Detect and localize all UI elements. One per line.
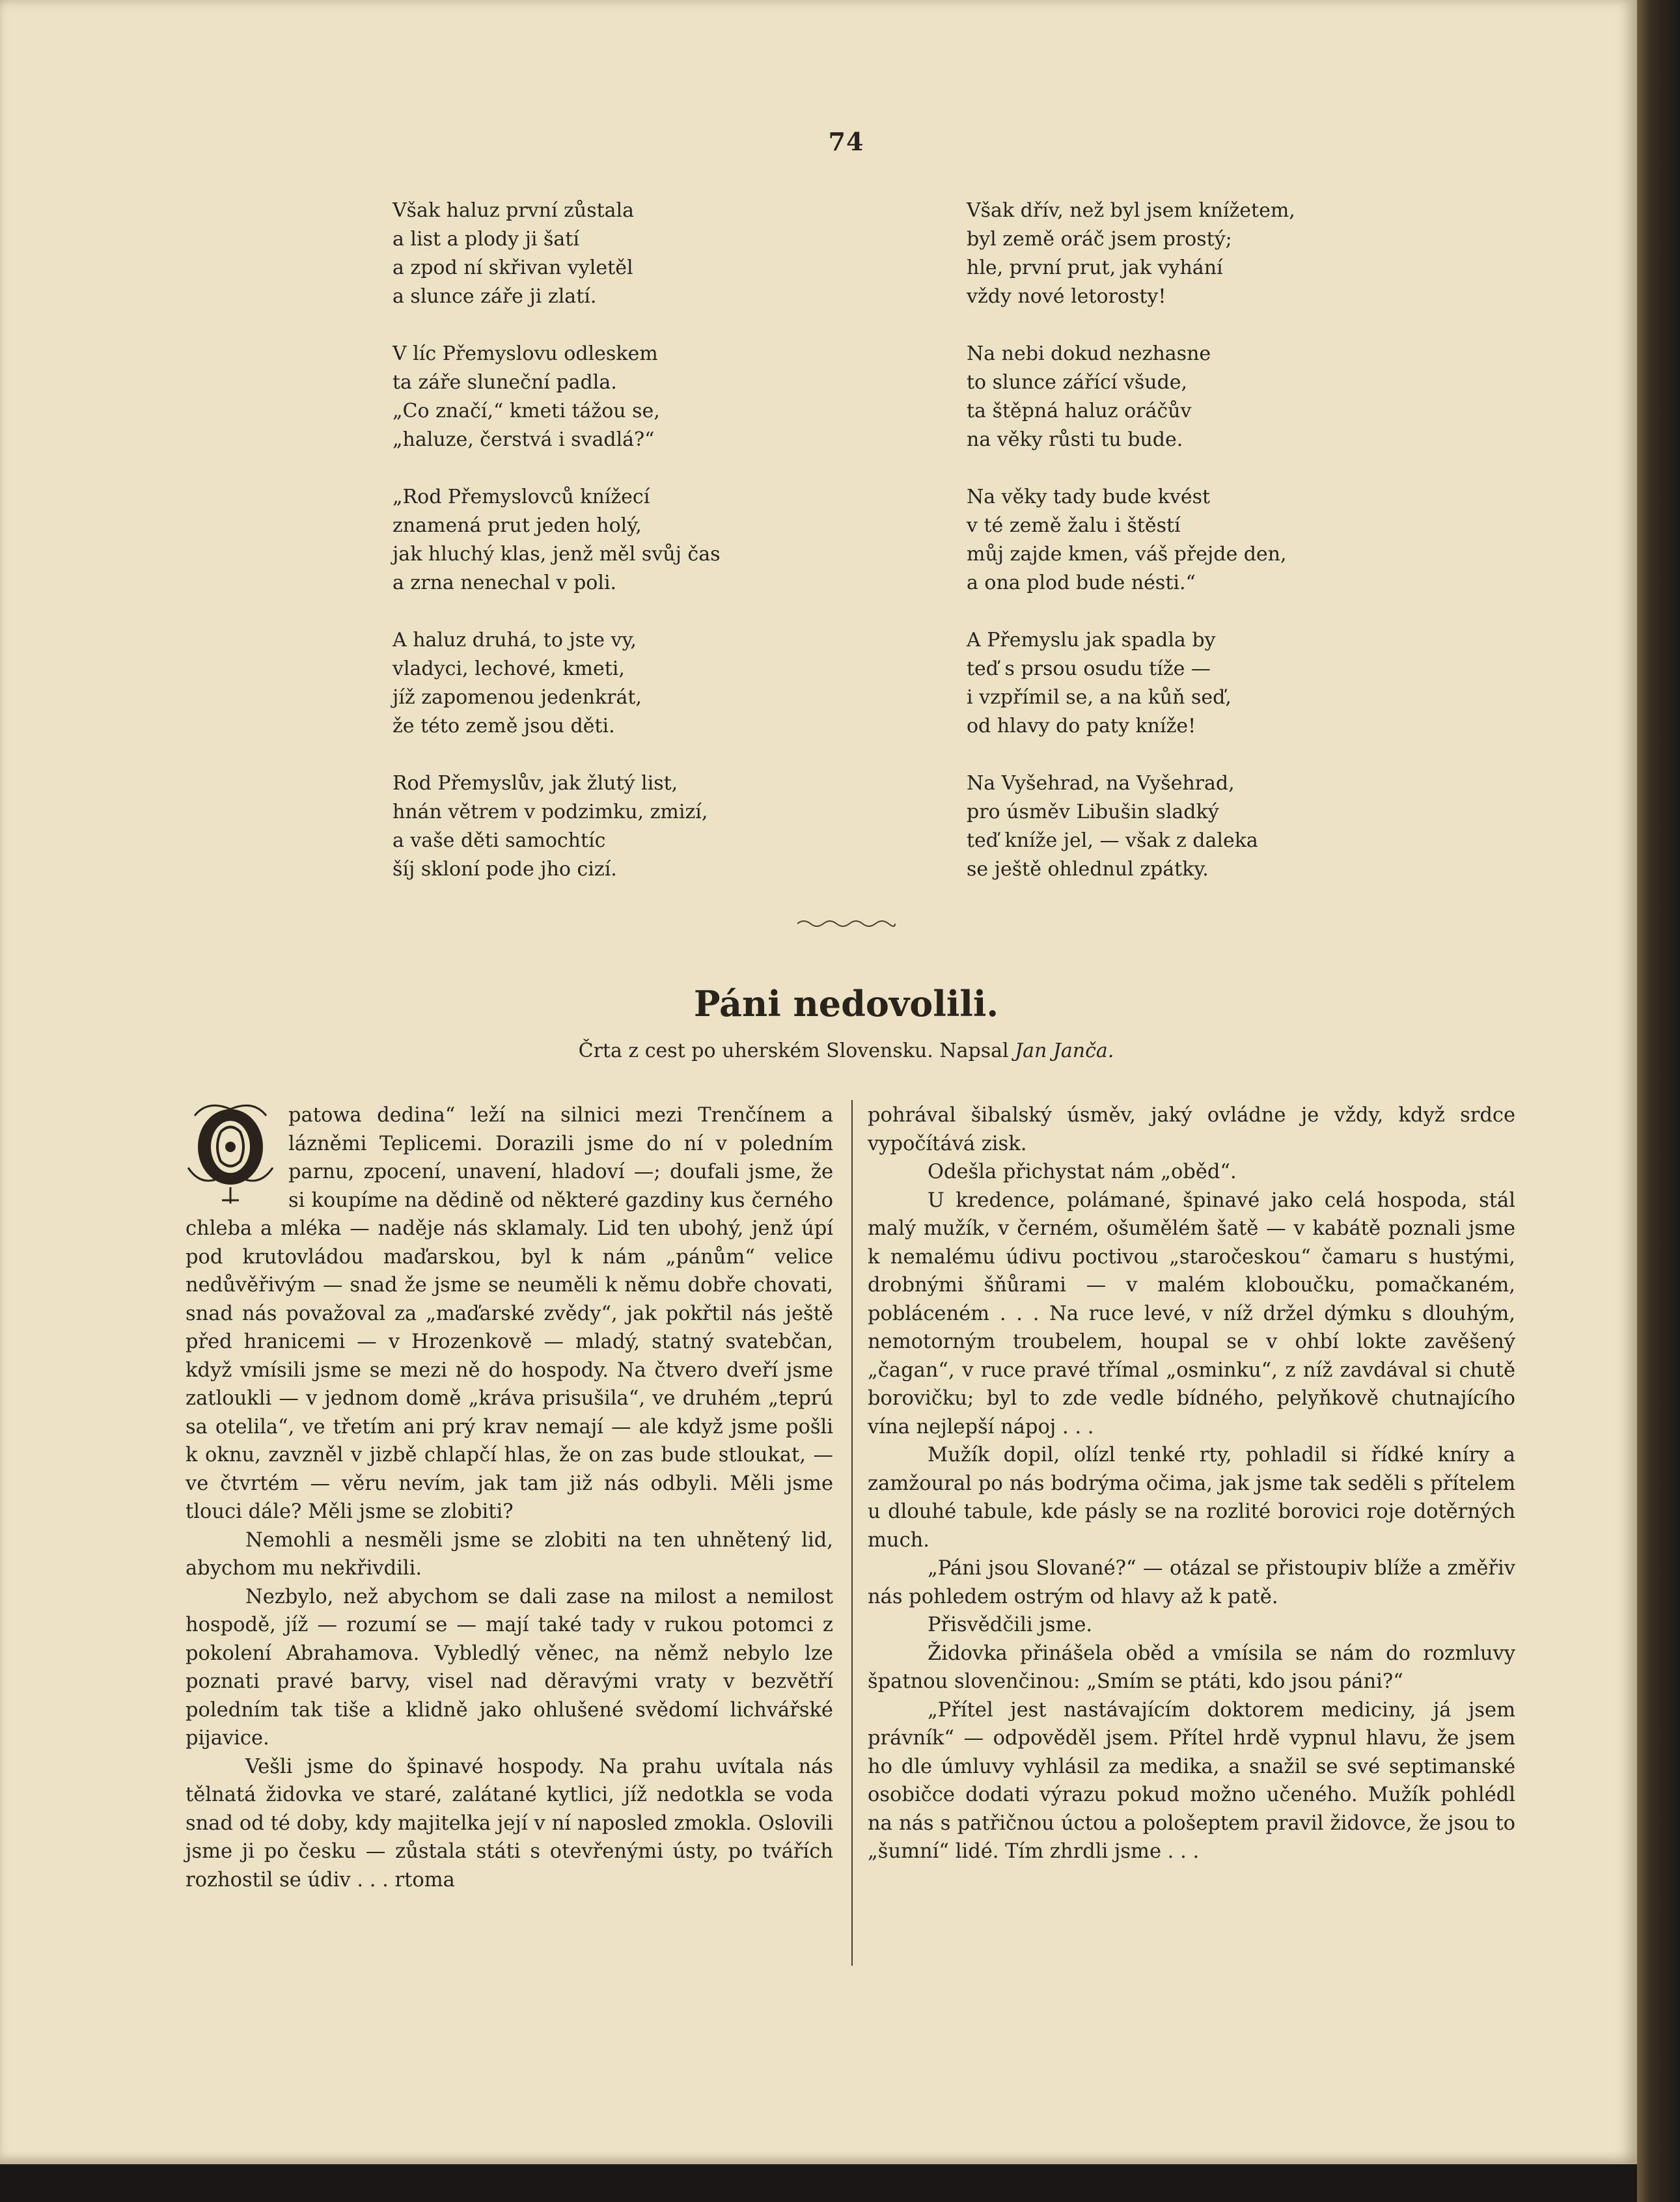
poem-line: Však dřív, než byl jsem knížetem,	[967, 199, 1295, 222]
poem-line: a zpod ní skřivan vyletěl	[392, 256, 633, 279]
poem-line: Však haluz první zůstala	[392, 199, 635, 222]
paragraph-text: „Páni jsou Slované?“ — otázal se přistoupiv blíže a změřiv nás pohledem ostrým od hlavy až k patě.	[868, 1557, 1515, 1608]
paragraph-text: patowa dedina“ leží na silnici mezi Trenčínem a lázněmi Teplicemi. Dorazili jsme do ní v poledním parnu, zpocení, unavení, hladoví —; doufali jsme, že si koupíme na dědině od některé gazdiny kus černého chleba a mléka — naděje nás sklamaly. Lid ten ubohý, jenž úpí pod krutovládou maďarskou, byl k nám „pánům“ velice nedůvěřivým — snad že jsme se neuměli k němu dobře chovati, snad nás považoval za „maďarské zvědy“, jak pokřtil nás ještě před hranicemi — v Hrozenkově — mladý, statný svatebčan, když vmísili jsme se mezi ně do hospody. Na čtvero dveří jsme zatloukli — v jednom domě „kráva prisušila“, ve druhém „teprú sa otelila“, ve třetím ani prý krav nemají — ale když jsme pošli k oknu, zavzněl v jizbě chlapčí hlas, že on zas bude stloukat, — ve čtvrtém — věru nevím, jak tam již nás odbyli. Měli jsme tlouci dále? Měli jsme se zlobiti?	[186, 1104, 833, 1523]
poem-line: Na nebi dokud nezhasne	[967, 342, 1211, 365]
byline-author: Jan Janča.	[1015, 1039, 1114, 1062]
poem-line: A Přemyslu jak spadla by	[967, 629, 1216, 652]
poem-line: „Co značí,“ kmeti tážou se,	[392, 400, 660, 422]
poem-line: v té země žalu i štěstí	[967, 514, 1181, 537]
poem-line: A haluz druhá, to jste vy,	[392, 629, 637, 652]
poem-line: „Rod Přemyslovců knížecí	[392, 486, 650, 508]
poem-line: pro úsměv Libušin sladký	[967, 801, 1219, 823]
poem-line: ta štěpná haluz oráčův	[967, 400, 1192, 422]
poem-line: že této země jsou děti.	[392, 715, 615, 737]
poem-line: znamená prut jeden holý,	[392, 514, 642, 537]
article-paragraph	[868, 1441, 1515, 1554]
paragraph-text: U kredence, polámané, špinavé jako celá hospoda, stál malý mužík, v černém, ošumělém šatě — v kabátě poznali jsme k nemalému údivu poctivou „staročeskou“ čamaru s hustými, drobnými šňůrami — v malém kloboučku, pomačkaném, pobláceném . . . Na ruce levé, v níž držel dýmku s dlouhým, nemotorným troubelem, houpal se v ohbí lokte zavěšený „čagan“, v ruce pravé třímal „osminku“, z níž zavdával si chutě borovičku; byl to zde vedle bídného, pelyňkově chutnajícího vína nejlepší nápoj . . .	[868, 1189, 1515, 1438]
poem-line: to slunce zářící všude,	[967, 371, 1188, 394]
poem-line: Na Vyšehrad, na Vyšehrad,	[967, 772, 1235, 795]
poem-stanza	[392, 483, 861, 598]
poem-stanza	[967, 483, 1435, 598]
poem-line: a ona plod bude nésti.“	[967, 571, 1196, 594]
poem-line: se ještě ohlednul zpátky.	[967, 858, 1209, 881]
article-paragraph	[868, 1187, 1515, 1442]
column-divider	[851, 1100, 853, 1966]
poem-line: můj zajde kmen, váš přejde den,	[967, 543, 1287, 566]
paragraph-text: Vešli jsme do špinavé hospody. Na prahu uvítala nás tělnatá židovka ve staré, zalátané kytlici, jíž nedotkla se voda snad od té doby, kdy majitelka její v ní naposled zmokla. Oslovili jsme ji po česku — zůstala státi s otevřenými ústy, po tvářích rozhostil se údiv . . . rtoma	[186, 1755, 833, 1892]
article-title: Páni nedovolili.	[693, 983, 999, 1025]
poem-line: byl země oráč jsem prostý;	[967, 228, 1232, 251]
poem-right-column	[967, 197, 1435, 913]
paragraph-text: Nemohli a nesměli jsme se zlobiti na ten uhnětený lid, abychom mu nekřivdili.	[186, 1528, 833, 1580]
poem-line: a list a plody ji šatí	[392, 228, 579, 251]
article-paragraph	[186, 1526, 833, 1583]
paragraph-text: „Přítel jest nastávajícím doktorem mediciny, já jsem právník“ — odpověděl jsem. Přítel hrdě vypnul hlavu, že jsem ho dle úmluvy vyhlásil za medika, a snažil se své septimanské osobičce dodati výrazu pokud možno učeného. Mužík pohlédl na nás s patřičnou úctou a pološeptem pravil židovce, že jsou to „šumní“ lidé. Tím zhrdli jsme . . .	[868, 1698, 1515, 1863]
article-left-column	[186, 1101, 833, 1894]
poem-line: vladyci, lechové, kmeti,	[392, 657, 625, 680]
article-paragraph	[868, 1696, 1515, 1866]
poem-line: V líc Přemyslovu odleskem	[392, 342, 658, 365]
poem-line: a zrna nenechal v poli.	[392, 571, 617, 594]
paragraph-text: Přisvědčili jsme.	[928, 1614, 1093, 1636]
poem-line: šíj skloní pode jho cizí.	[392, 858, 617, 881]
paragraph-text: Židovka přinášela oběd a vmísila se nám do rozmluvy špatnou slovenčinou: „Smím se ptáti, kdo jsou páni?“	[868, 1642, 1515, 1693]
poem-line: i vzpřímil se, a na kůň seď,	[967, 686, 1232, 709]
poem-line: teď s prsou osudu tíže —	[967, 657, 1211, 680]
poem-stanza	[392, 769, 861, 884]
poem-line: teď kníže jel, — však z daleka	[967, 829, 1258, 852]
section-divider-ornament	[794, 916, 898, 931]
page-number: 74	[828, 127, 864, 156]
ornamental-initial	[182, 1096, 279, 1205]
article-right-column	[868, 1101, 1515, 1866]
poem-stanza	[392, 626, 861, 741]
article-paragraph	[868, 1611, 1515, 1640]
paragraph-text: Odešla přichystat nám „oběd“.	[928, 1161, 1237, 1183]
article-paragraph	[868, 1554, 1515, 1611]
poem-line: jíž zapomenou jedenkrát,	[392, 686, 642, 709]
byline-text: Črta z cest po uherském Slovensku. Napsal	[578, 1039, 1009, 1062]
poem-stanza	[392, 340, 861, 454]
poem-stanza	[967, 340, 1435, 454]
poem-line: Rod Přemyslův, jak žlutý list,	[392, 772, 678, 795]
poem-left-column	[392, 197, 861, 913]
scan-background	[0, 2164, 1637, 2202]
poem-line: od hlavy do paty kníže!	[967, 715, 1196, 737]
poem-line: hle, první prut, jak vyhání	[967, 256, 1223, 279]
article-paragraph	[186, 1583, 833, 1753]
poem-stanza	[967, 197, 1435, 311]
paragraph-text: Nezbylo, než abychom se dali zase na milost a nemilost hospodě, jíž — rozumí se — mají také tady v rukou potomci z pokolení Abrahamova. Vybledlý věnec, na němž nebylo lze poznati pravé barvy, visel nad děravými vraty v bezvětří poledním tak tiše a klidně jako ohlušené svědomí lichvářské pijavice.	[186, 1585, 833, 1750]
article-byline	[456, 1039, 1237, 1062]
poem-stanza	[392, 197, 861, 311]
poem-line: vždy nové letorosty!	[967, 285, 1166, 308]
poem-line: ta záře sluneční padla.	[392, 371, 617, 394]
poem-stanza	[967, 626, 1435, 741]
article-paragraph	[868, 1101, 1515, 1158]
poem-line: na věky růsti tu bude.	[967, 428, 1183, 451]
paragraph-text: pohrával šibalský úsměv, jaký ovládne je vždy, když srdce vypočítává zisk.	[868, 1104, 1515, 1155]
paragraph-text: Mužík dopil, olízl tenké rty, pohladil si řídké kníry a zamžoural po nás bodrýma očima, jak jsme tak seděli s přítelem u dlouhé tabule, kde pásly se na rozlité borovici roje dotěrných much.	[868, 1444, 1515, 1552]
poem-line: jak hluchý klas, jenž měl svůj čas	[392, 543, 721, 566]
article-paragraph	[868, 1640, 1515, 1696]
article-paragraph	[868, 1158, 1515, 1187]
poem-line: hnán větrem v podzimku, zmizí,	[392, 801, 708, 823]
poem-line: a slunce záře ji zlatí.	[392, 285, 597, 308]
article-paragraph	[186, 1101, 833, 1526]
book-binding-edge	[1637, 0, 1680, 2202]
poem-stanza	[967, 769, 1435, 884]
poem-line: Na věky tady bude kvést	[967, 486, 1211, 508]
article-paragraph	[186, 1753, 833, 1895]
poem-line: „haluze, čerstvá i svadlá?“	[392, 428, 655, 451]
poem-line: a vaše děti samochtíc	[392, 829, 606, 852]
